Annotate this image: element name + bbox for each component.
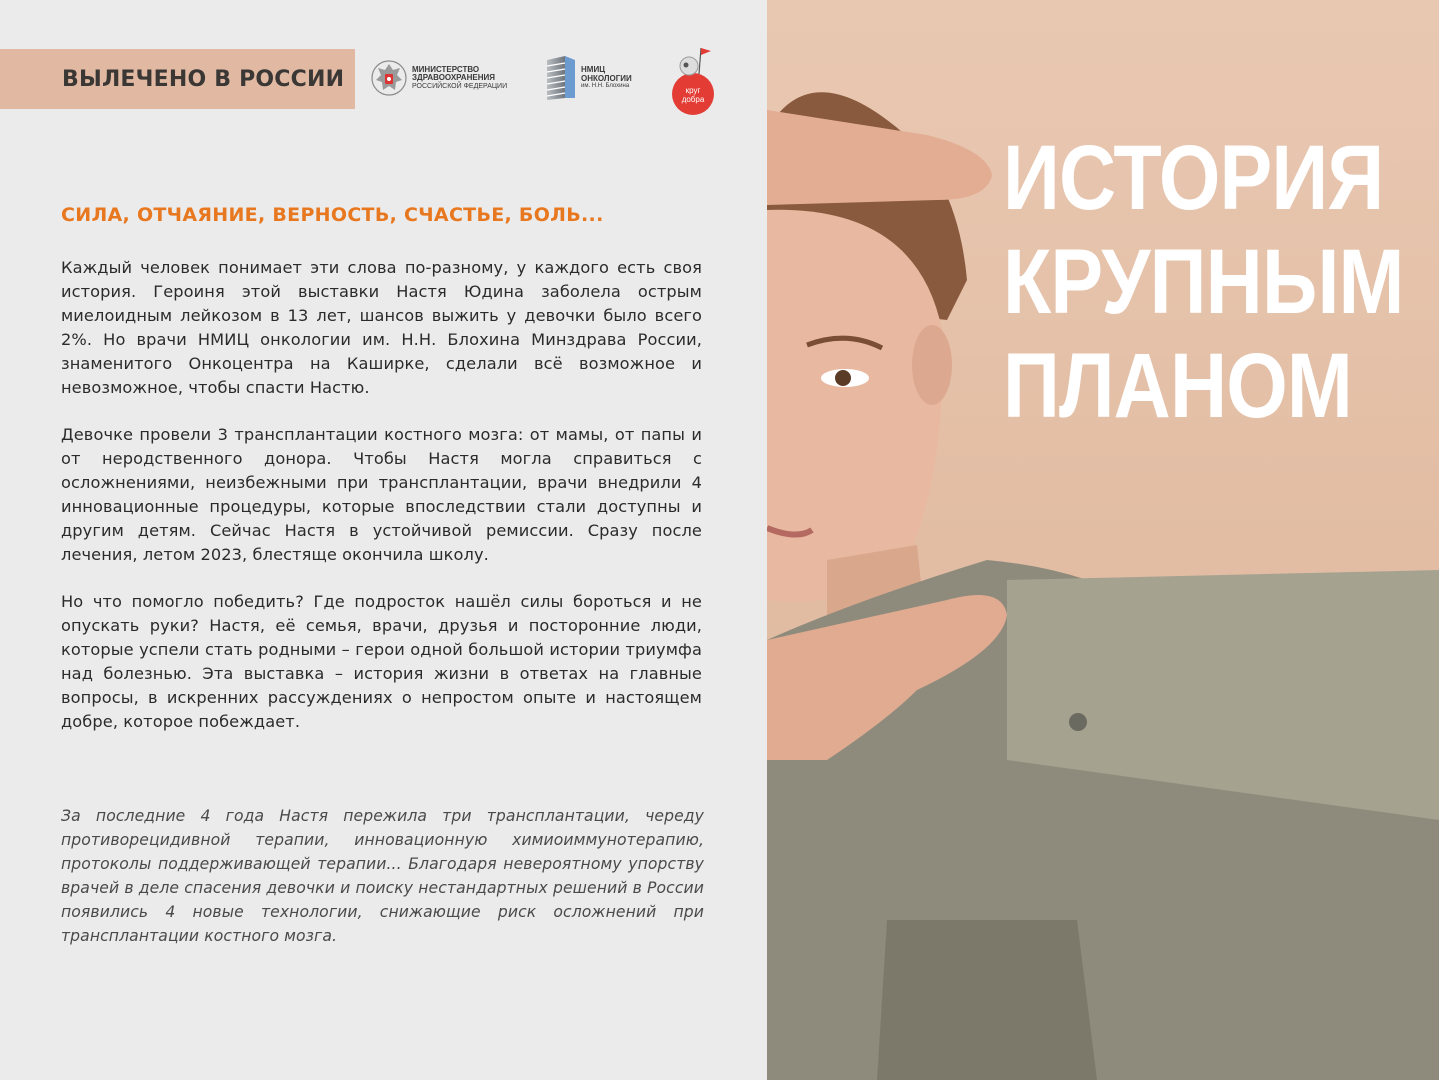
minzdrav-logo-text: МИНИСТЕРСТВО ЗДРАВООХРАНЕНИЯ РОССИЙСКОЙ ФЕДЕРАЦИИ [412, 64, 508, 90]
exhibition-banner [0, 49, 355, 109]
article-heading: СИЛА, ОТЧАЯНИЕ, ВЕРНОСТЬ, СЧАСТЬЕ, БОЛЬ... [61, 204, 604, 226]
article-paragraph-2: Девочке провели 3 трансплантации костного мозга: от мамы, от папы и от неродственного донора. Чтобы Настя могла справиться с осложнениями, неизбежными при трансплантации, врачи внедрили 4 инновационные процедуры, которые впоследствии стали доступны и другим детям. Сейчас Настя в устойчивой ремиссии. Сразу после лечения, летом 2023, блестяще окончила школу. [61, 425, 702, 564]
nmic-logo-text: НМИЦ ОНКОЛОГИИ им. Н.Н. Блохина [581, 65, 632, 90]
coat-of-arms-icon [370, 58, 408, 98]
banner-title: ВЫЛЕЧЕНО В РОССИИ [62, 66, 345, 92]
krug-dobra-logo [669, 44, 719, 116]
svg-text:круг: круг [685, 86, 701, 95]
title-line-2: КРУПНЫМ [1003, 231, 1404, 333]
krug-dobra-icon [669, 44, 719, 116]
title-line-3: ПЛАНОМ [1003, 335, 1352, 437]
exhibition-title [1003, 126, 1404, 438]
italic-note: За последние 4 года Настя пережила три трансплантации, череду противорецидивной терапии, инновационную химиоиммунотерапию, протоколы поддерживающей терапии... Благодаря невероятному упорству врачей в деле спасения девочки и поиску нестандартных решений в России появились 4 новые технологии, снижающие риск осложнений при трансплантации костного мозга. [61, 807, 704, 945]
article-paragraph-3: Но что помогло победить? Где подросток нашёл силы бороться и не опускать руки? Настя, её семья, врачи, друзья и посторонние люди, которые успели стать родными – герои одной большой истории триумфа над болезнью. Эта выставка – история жизни в ответах на главные вопросы, в искренних рассуждениях о непростом опыте и настоящем добре, которое побеждает. [61, 592, 702, 731]
minzdrav-logo [370, 58, 507, 98]
nmic-logo [543, 54, 632, 102]
title-line-1: ИСТОРИЯ [1003, 127, 1384, 229]
nmic-building-icon [543, 54, 577, 102]
svg-text:добра: добра [681, 95, 705, 104]
article-paragraph-1: Каждый человек понимает эти слова по-разному, у каждого есть своя история. Героиня этой выставки Настя Юдина заболела острым миелоидным лейкозом в 13 лет, шансов выжить у девочки было всего 2%. Но врачи НМИЦ онкологии им. Н.Н. Блохина Минздрава России, знаменитого Онкоцентра на Каширке, сделали всё возможное и невозможное, чтобы спасти Настю. [61, 258, 702, 397]
